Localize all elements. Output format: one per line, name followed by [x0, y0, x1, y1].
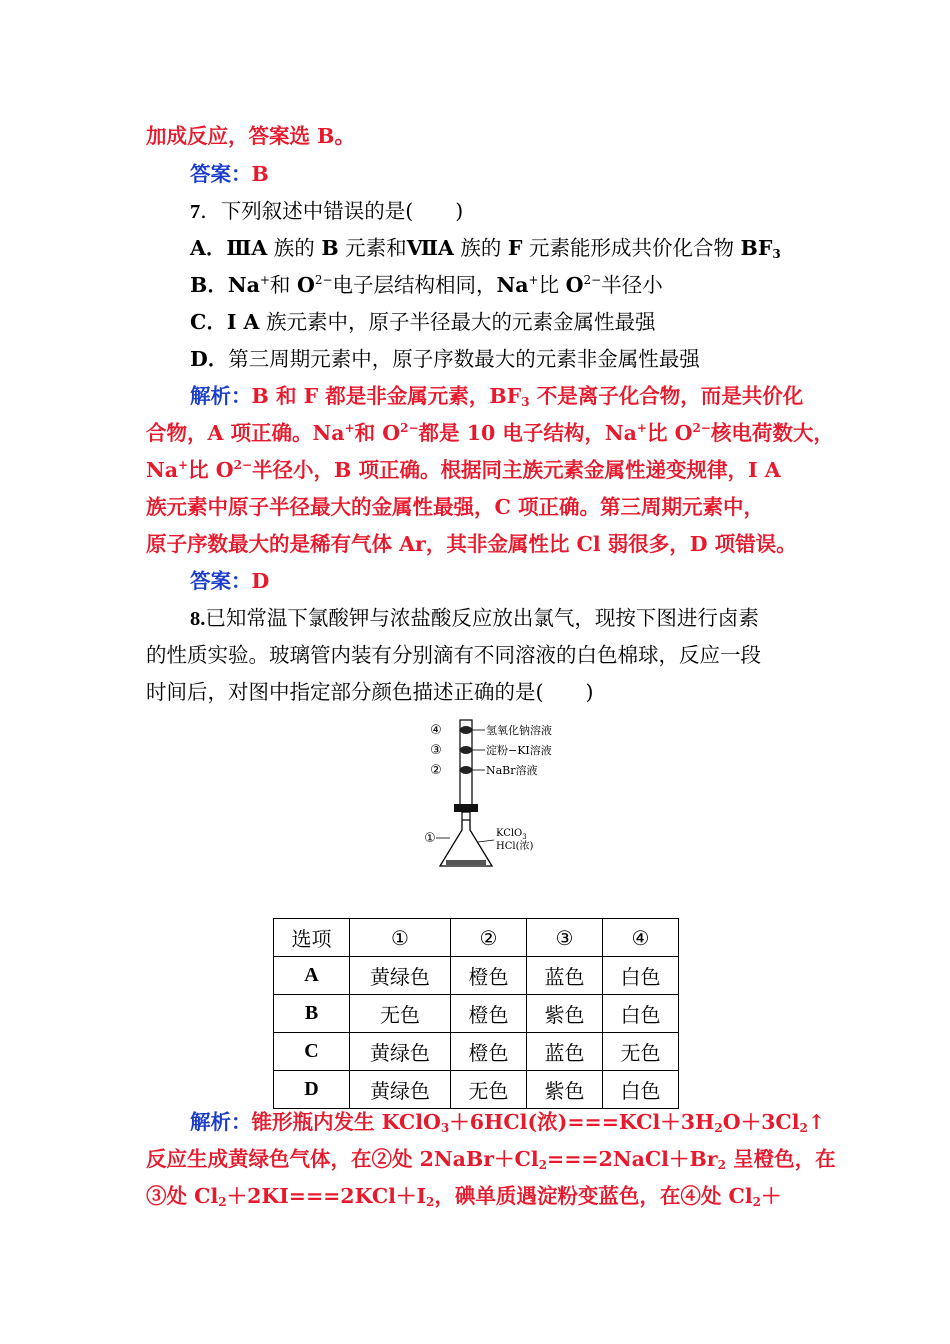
label-naoh: 氢氧化钠溶液 — [486, 724, 552, 737]
table-row: A 黄绿色 橙色 蓝色 白色 — [274, 957, 679, 995]
label-starch-ki: 淀粉−KI溶液 — [486, 744, 552, 757]
table-header-row: 选项 ① ② ③ ④ — [274, 919, 679, 957]
cotton-ball-4 — [460, 726, 472, 734]
question-7-option-d: D．第三周期元素中，原子序数最大的元素非金属性最强 — [190, 347, 700, 371]
answer-continuation: 加成反应，答案选 B。 — [146, 124, 355, 148]
marker-3: ③ — [430, 743, 442, 758]
cotton-ball-3 — [460, 746, 472, 754]
cotton-ball-2 — [460, 766, 472, 774]
answer-value: B — [251, 162, 269, 186]
question-7-option-a: A．ⅢA 族的 B 元素和ⅦA 族的 F 元素能形成共价化合物 $BF_3$ — [190, 236, 781, 261]
question-7-stem: 7．下列叙述中错误的是( ) — [190, 199, 464, 223]
question-7-option-c: C．Ⅰ A 族元素中，原子半径最大的元素金属性最强 — [190, 310, 656, 334]
options-table — [273, 918, 679, 1109]
question-8-line-3: 时间后，对图中指定部分颜色描述正确的是( ) — [146, 680, 594, 704]
explanation-7-line-5: 原子序数最大的是稀有气体 Ar，其非金属性比 Cl 弱很多，D 项错误。 — [146, 532, 797, 556]
table-row: D 黄绿色 无色 紫色 白色 — [274, 1071, 679, 1109]
question-7-option-b: B．Na+和 $O^{2-}$电子层结构相同，Na+比 $O^{2-}$半径小 — [190, 273, 663, 297]
explanation-7-line-1: 解析：B 和 F 都是非金属元素，$BF_3$ 不是离子化合物，而是共价化 — [190, 384, 804, 409]
explanation-7-line-4: 族元素中原子半径最大的金属性最强，C 项正确。第三周期元素中， — [146, 495, 764, 519]
table-row: C 黄绿色 橙色 蓝色 无色 — [274, 1033, 679, 1071]
table-row: B 无色 橙色 紫色 白色 — [274, 995, 679, 1033]
answer-label: 答案： — [190, 569, 252, 593]
answer-line-7 — [190, 567, 269, 595]
answer-value: D — [251, 569, 270, 593]
explanation-8-line-1: 解析：锥形瓶内发生 KClO$_3$＋6HCl(浓)$===KCl+3H_2O+3Cl_2↑$ — [190, 1110, 826, 1135]
label-kclo3: KClO$_3$ — [496, 828, 527, 841]
marker-1: ① — [424, 831, 436, 846]
label-hcl: HCl(浓) — [496, 841, 534, 852]
marker-2: ② — [430, 763, 442, 778]
label-nabr: NaBr溶液 — [486, 764, 538, 777]
question-8-line-1: 8.已知常温下氯酸钾与浓盐酸反应放出氯气，现按下图进行卤素 — [190, 606, 759, 630]
marker-4: ④ — [430, 723, 442, 738]
explanation-8-line-2: 反应生成黄绿色气体，在②处 $2NaBr+Cl_2===2NaCl+Br_2$ 呈橙色，在 — [146, 1147, 836, 1172]
explanation-8-line-3: ③处 $Cl_2+2KI===2KCl+I_2$，碘单质遇淀粉变蓝色，在④处 $Cl_2+$ — [146, 1184, 782, 1209]
answer-line-6 — [190, 160, 269, 188]
explanation-7-line-3: Na+比 $O^{2-}$半径小，B 项正确。根据同主族元素金属性递变规律，Ⅰ A — [146, 458, 781, 482]
explanation-7-line-2: 合物，A 项正确。Na+和 $O^{2-}$都是 10 电子结构，Na+比 $O^{2-}$核电荷数大， — [146, 421, 834, 445]
question-8-line-2: 的性质实验。玻璃管内装有分别滴有不同溶液的白色棉球，反应一段 — [146, 643, 761, 667]
explanation-label: 解析： — [190, 384, 252, 408]
apparatus-diagram — [410, 716, 580, 876]
explanation-label: 解析： — [190, 1110, 252, 1134]
answer-label: 答案： — [190, 162, 252, 186]
